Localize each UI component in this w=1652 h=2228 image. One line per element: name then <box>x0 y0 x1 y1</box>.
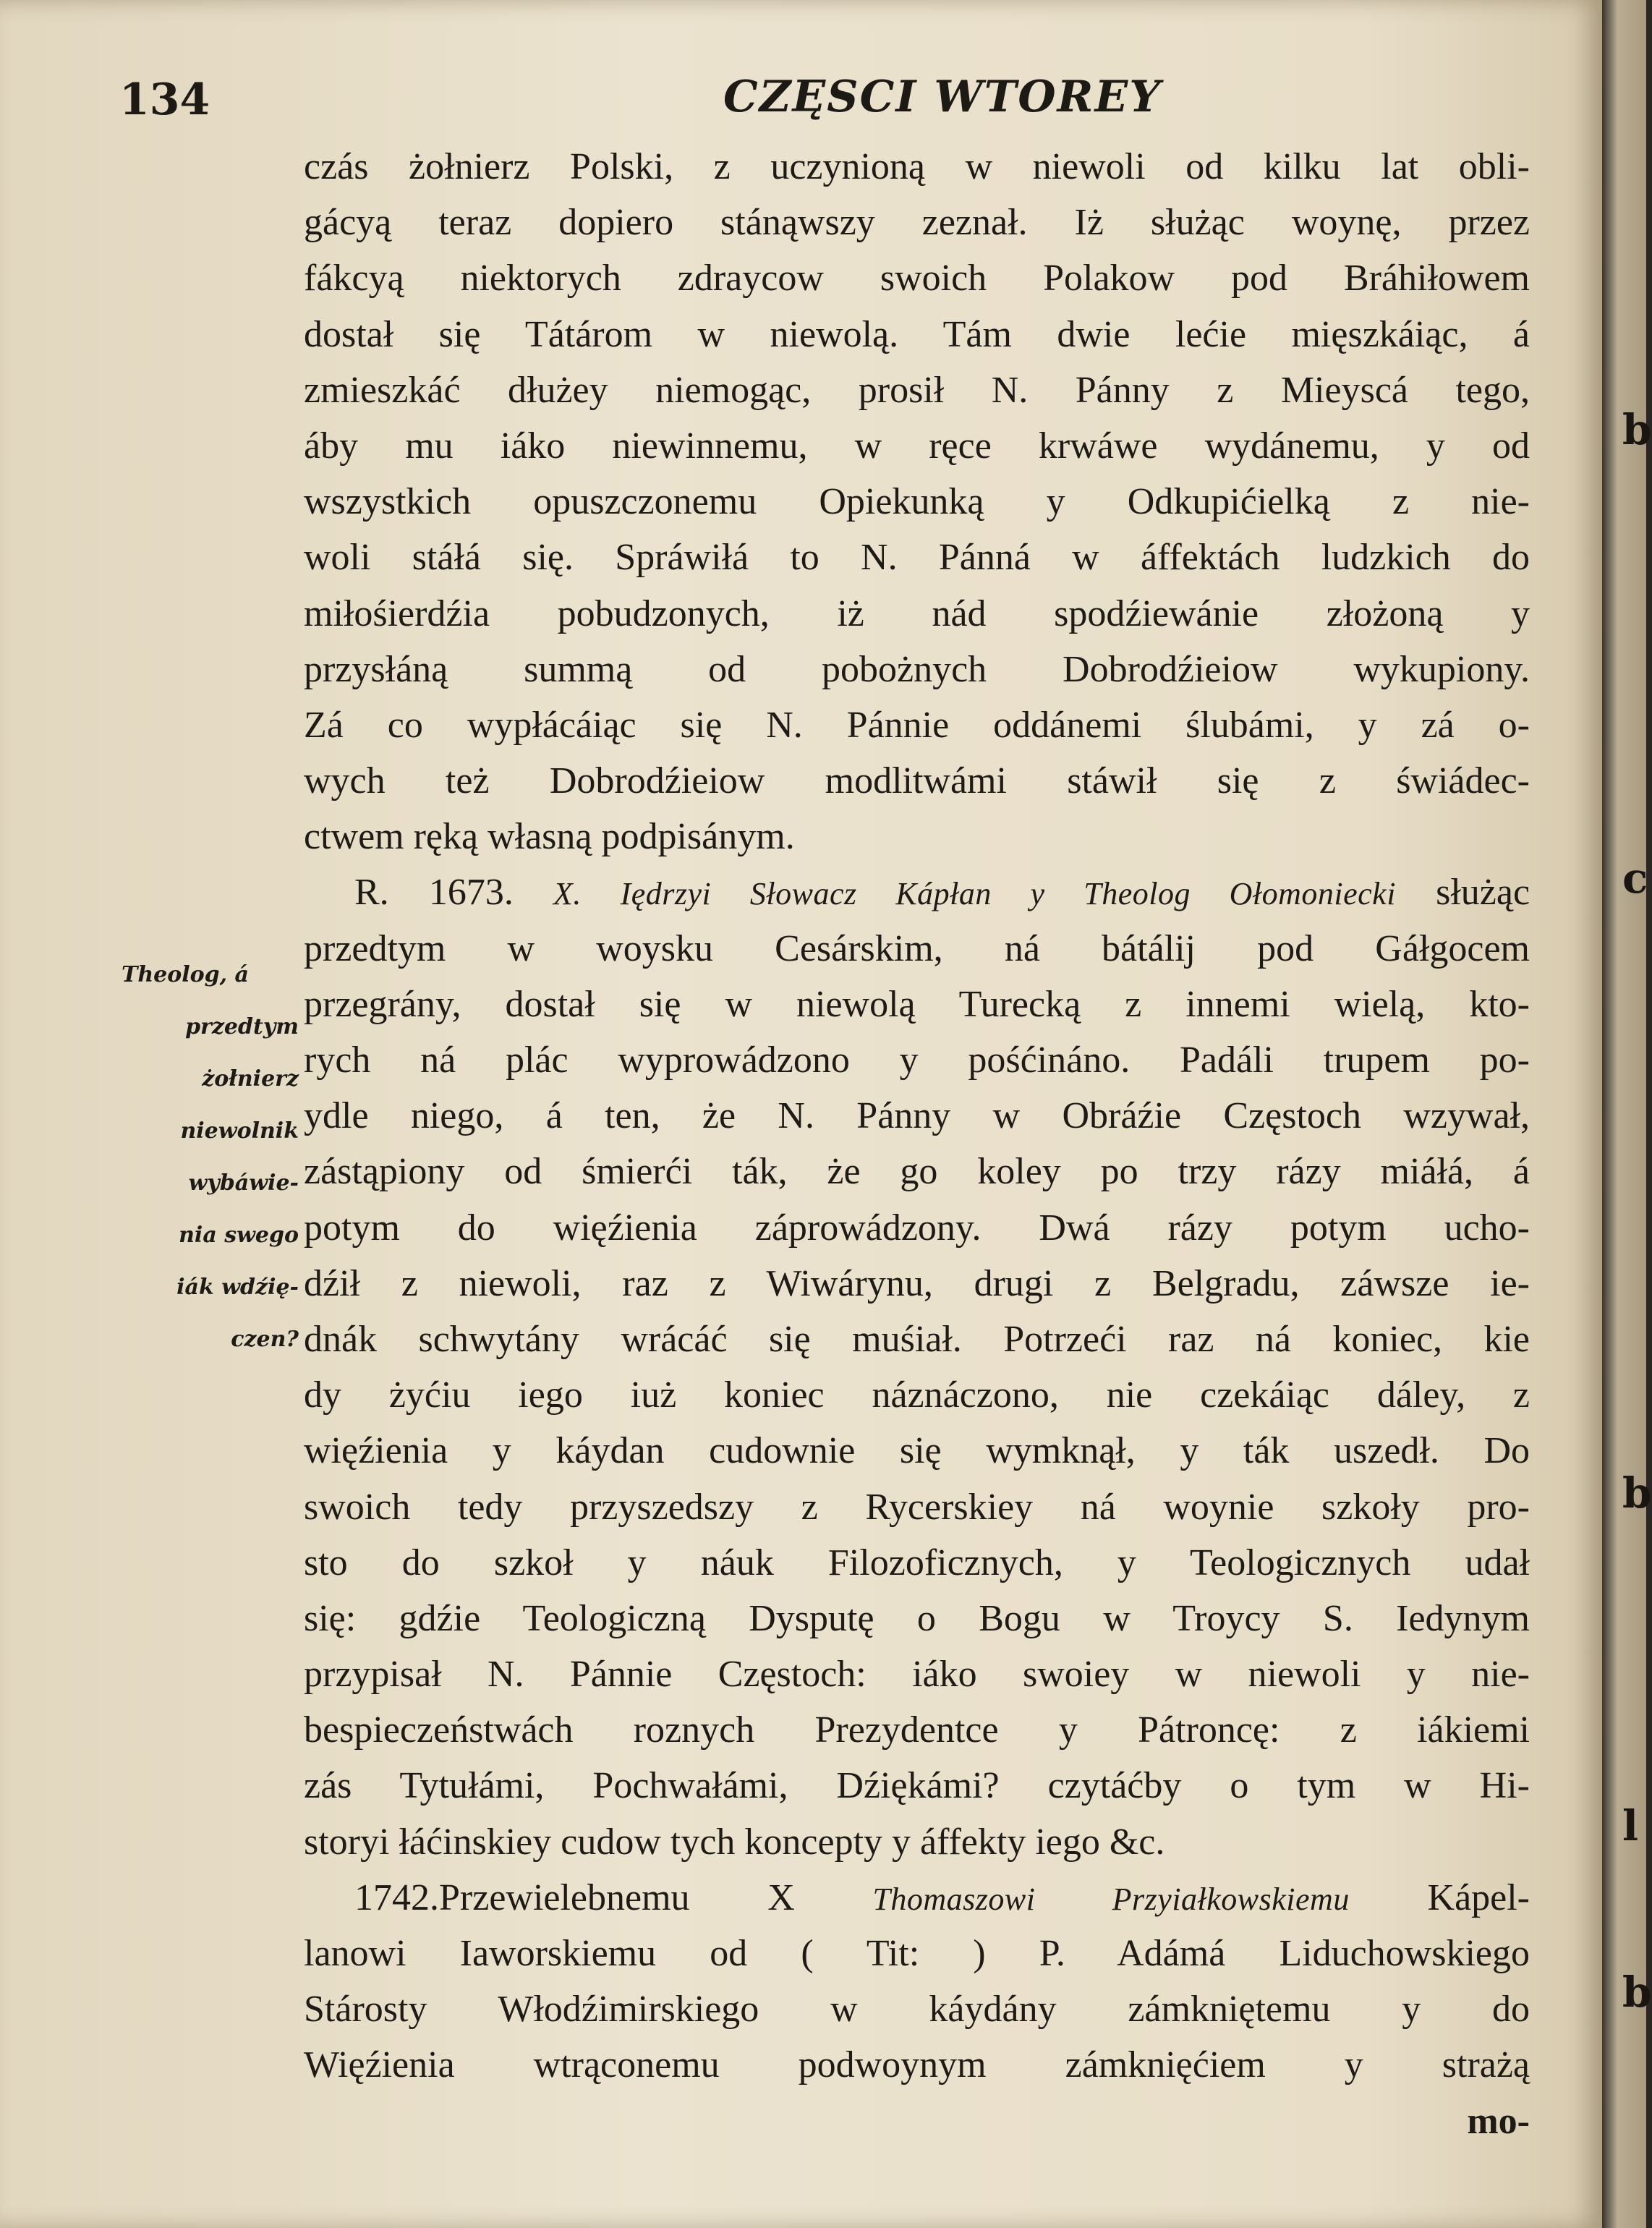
text-line: ydle niego, á ten, że N. Pánny w Obráźie Częstoch wzywał, <box>304 1095 1530 1137</box>
text-line: zás Tytułámi, Pochwałámi, Dźiękámi? czytáćby o tym w Hi- <box>304 1765 1530 1807</box>
body-text <box>304 139 1530 2149</box>
text-line: dostał się Tátárom w niewolą. Tám dwie lećie mięszkáiąc, á <box>304 313 1530 355</box>
text-line: wych też Dobrodźieiow modlitwámi stáwił się z świádec- <box>304 760 1530 802</box>
text-line: zmieszkáć dłużey niemogąc, prosił N. Pánny z Mieyscá tego, <box>304 369 1530 411</box>
text-fragment: Przewielebnemu X <box>439 1876 795 1918</box>
margin-note-line: żołnierz <box>202 1066 299 1092</box>
page-number: 134 <box>119 75 210 125</box>
text-line: czás żołnierz Polski, z uczynioną w niewoli od kilku lat obli- <box>304 146 1530 187</box>
text-line: dnák schwytány wrácáć się muśiał. Potrzeći raz ná koniec, kie <box>304 1318 1530 1360</box>
text-line: ctwem ręką własną podpisánym. <box>304 816 795 858</box>
text-line: zástąpiony od śmierći ták, że go koley po trzy rázy miáłá, á <box>304 1151 1530 1193</box>
text-fragment: służąc <box>1436 872 1530 914</box>
text-line: woli stáłá się. Spráwiłá to N. Pánná w áffektách ludzkich do <box>304 537 1530 579</box>
text-line: potym do więźienia záprowádzony. Dwá rázy potym ucho- <box>304 1207 1530 1249</box>
year-marker: R. 1673. <box>354 872 514 914</box>
margin-note-line: Theolog, á <box>122 962 249 987</box>
margin-note-line: niewolnik <box>180 1118 299 1144</box>
text-line: storyi łáćinskiey cudow tych koncepty y áffekty iego &c. <box>304 1821 1165 1863</box>
margin-note-line: wybáwie- <box>188 1170 299 1196</box>
text-line: Zá co wypłácáiąc się N. Pánnie oddánemi ślubámi, y zá o- <box>304 704 1530 746</box>
paragraph-first-line <box>304 1870 1530 1926</box>
text-line: przegrány, dostał się w niewolą Turecką z innemi wielą, kto- <box>304 983 1530 1025</box>
catchword: mo- <box>1467 2100 1530 2142</box>
margin-note-line: przedtym <box>185 1014 299 1039</box>
text-line: bespieczeństwách roznych Prezydentce y Pátroncę: z iákiemi <box>304 1709 1530 1751</box>
text-line: Stárosty Włodźimirskiego w káydány zámkniętemu y do <box>304 1989 1530 2031</box>
text-line: miłośierdźia pobudzonych, iż nád spodźiewánie złożoną y <box>304 592 1530 634</box>
person-name: X. Iędrzyi Słowacz Kápłan y Theolog Ołomoniecki <box>553 876 1396 912</box>
text-line: swoich tedy przyszedszy z Rycerskiey ná woynie szkoły pro- <box>304 1486 1530 1528</box>
text-line: gácyą teraz dopiero stánąwszy zeznał. Iż służąc woynę, przez <box>304 202 1530 244</box>
edge-letter: b <box>1622 1468 1652 1518</box>
text-line: lanowi Iaworskiemu od ( Tit: ) P. Adámá Liduchowskiego <box>304 1933 1530 1974</box>
text-line: przedtym w woysku Cesárskim, ná bátálij pod Gáłgocem <box>304 927 1530 969</box>
text-line: więźienia y káydan cudownie się wymknął, y ták uszedł. Do <box>304 1430 1530 1472</box>
edge-letter: c <box>1622 854 1648 903</box>
edge-letter: b <box>1622 405 1652 454</box>
year-marker: 1742. <box>354 1876 439 1918</box>
text-line: dy żyćiu iego iuż koniec náznáczono, nie czekáiąc dáley, z <box>304 1374 1530 1416</box>
text-line: rych ná plác wyprowádzono y pośćináno. Padáli trupem po- <box>304 1039 1530 1081</box>
text-line: sto do szkoł y náuk Filozoficznych, y Teologicznych udał <box>304 1542 1530 1583</box>
text-line: Więźienia wtrąconemu podwoynym zámknięćiem y strażą <box>304 2044 1530 2086</box>
text-line: przypisał N. Pánnie Częstoch: iáko swoiey w niewoli y nie- <box>304 1654 1530 1696</box>
text-fragment: Kápel- <box>1427 1876 1530 1918</box>
edge-letter: l <box>1622 1801 1639 1850</box>
running-title: CZĘSCI WTOREY <box>723 72 1162 122</box>
next-page-edge <box>1602 0 1652 2228</box>
text-line: się: gdźie Teologiczną Dysputę o Bogu w Troycy S. Iedynym <box>304 1597 1530 1639</box>
paragraph-first-line <box>304 864 1530 920</box>
text-line: dźił z niewoli, raz z Wiwárynu, drugi z Belgradu, záwsze ie- <box>304 1262 1530 1304</box>
margin-note-line: czen? <box>231 1327 299 1352</box>
margin-note-line: nia swego <box>179 1223 299 1248</box>
text-line: przysłáną summą od pobożnych Dobrodźieiow wykupiony. <box>304 648 1530 690</box>
text-line: fákcyą niektorych zdraycow swoich Polakow pod Bráhiłowem <box>304 258 1530 299</box>
person-name: Thomaszowi Przyiałkowskiemu <box>872 1881 1350 1917</box>
margin-note-line: iák wdźię- <box>176 1275 299 1300</box>
text-line: áby mu iáko niewinnemu, w ręce krwáwe wydánemu, y od <box>304 425 1530 467</box>
edge-letter: b <box>1622 1968 1652 2017</box>
text-line: wszystkich opuszczonemu Opiekunką y Odkupićielką z nie- <box>304 481 1530 523</box>
running-head <box>0 69 1602 127</box>
margin-note <box>122 949 299 1366</box>
